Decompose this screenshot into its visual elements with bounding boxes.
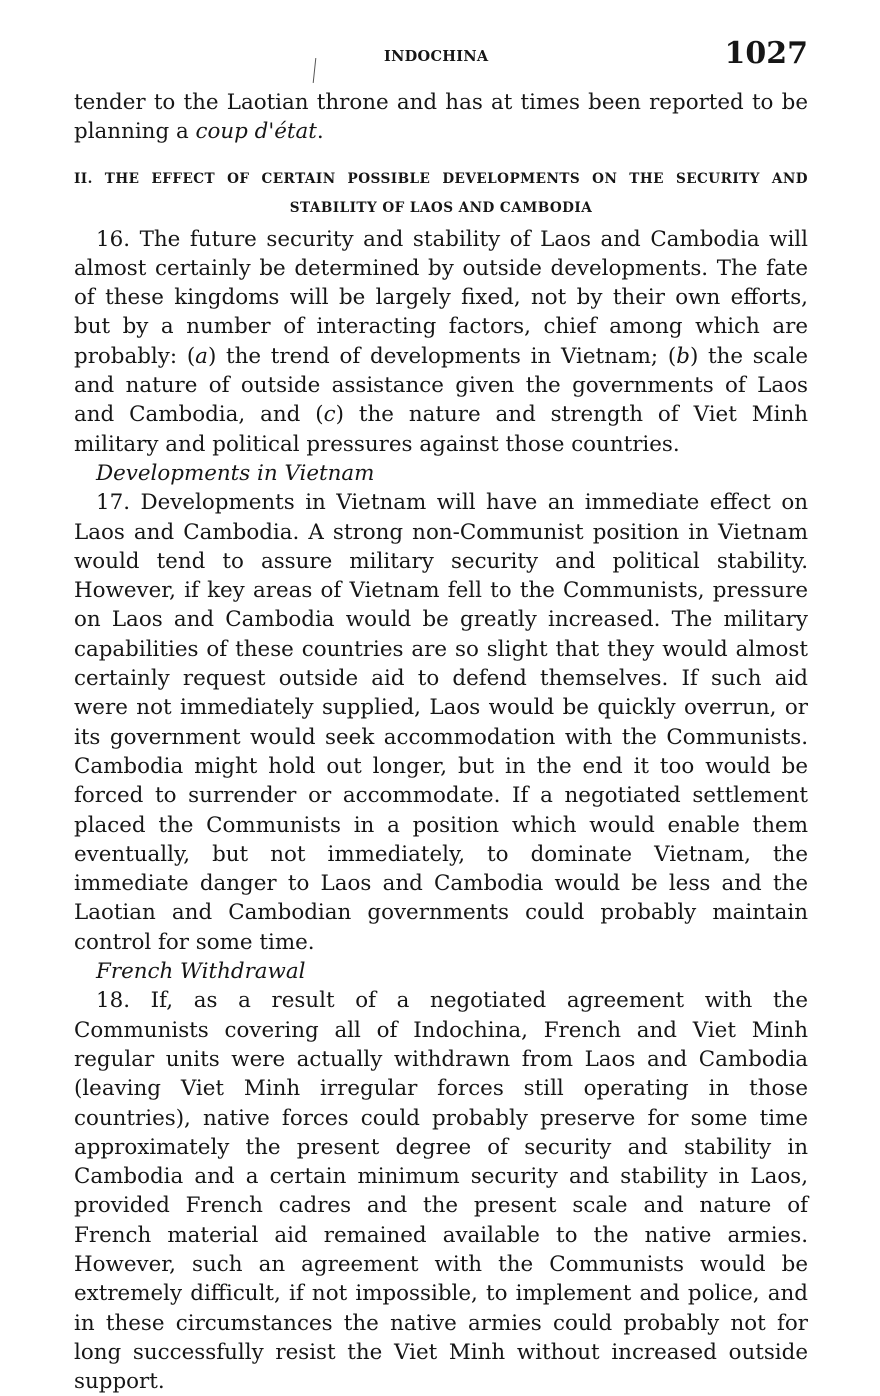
paragraph-16-item-a: a	[195, 343, 208, 369]
margin-pencil-mark	[313, 58, 317, 83]
paragraph-16-item-c: c	[323, 402, 336, 428]
paragraph-16-part3: ) the scale and nature of outside assistance given the governments of Laos and Cambodia, and (	[74, 343, 809, 428]
running-title: INDOCHINA	[384, 48, 489, 65]
paragraph-16-part4: ) the nature and strength of Viet Minh military and political pressures against those countries.	[74, 402, 809, 457]
page-content	[74, 36, 808, 1396]
continuation-end: .	[316, 119, 324, 145]
section-heading: II. THE EFFECT OF CERTAIN POSSIBLE DEVELOPMENTS ON THE SECURITY AND STABILITY OF LAOS AND CAMBODIA	[74, 170, 808, 216]
paragraph-16	[74, 225, 808, 459]
paragraph-18: 18. If, as a result of a negotiated agreement with the Communists covering all of Indochina, French and Viet Minh regular units were actually withdrawn from Laos and Cambodia (leaving Viet Minh irregular forces still operating in those countries), native forces could probably preserve for some time approximately the present degree of security and stability in Cambodia and a certain minimum security and stability in Laos, provided French cadres and the present scale and nature of French material aid remained available to the native armies. However, such an agreement with the Communists would be extremely difficult, if not impossible, to implement and police, and in these circumstances the native armies could probably not for long successfully resist the Viet Minh without increased outside support.	[74, 988, 808, 1395]
continuation-text: tender to the Laotian throne and has at times been reported to be planning a	[74, 90, 808, 145]
paragraph-16-part2: ) the trend of developments in Vietnam; (	[207, 343, 677, 369]
paragraph-16-part1: 16. The future security and stability of Laos and Cambodia will almost certainly be determined by outside developments. The fate of these kingdoms will be largely fixed, not by their own efforts, but by a number of interacting factors, chief among which are probably: (	[74, 226, 808, 369]
paragraph-16-item-b: b	[676, 343, 690, 369]
subheading-developments-in-vietnam: Developments in Vietnam	[96, 460, 375, 486]
continuation-italic: coup d'état	[195, 119, 317, 145]
page-number: 1027	[724, 36, 808, 71]
subheading-french-withdrawal: French Withdrawal	[96, 959, 306, 985]
paragraph-17: 17. Developments in Vietnam will have an immediate effect on Laos and Cambodia. A strong non-Communist position in Vietnam would tend to assure military security and political stability. However, if key areas of Vietnam fell to the Communists, pressure on Laos and Cambodia would be greatly increased. The military capabilities of these countries are so slight that they would almost certainly request outside aid to defend themselves. If such aid were not immediately supplied, Laos would be quickly overrun, or its government would seek accommodation with the Communists. Cambodia might hold out longer, but in the end it too would be forced to surrender or accommodate. If a negotiated settlement placed the Communists in a position which would enable them eventually, but not immediately, to dominate Vietnam, the immediate danger to Laos and Cambodia would be less and the Laotian and Cambodian governments could probably maintain control for some time.	[74, 490, 808, 955]
running-header	[74, 36, 808, 88]
continuation-paragraph	[74, 88, 808, 147]
